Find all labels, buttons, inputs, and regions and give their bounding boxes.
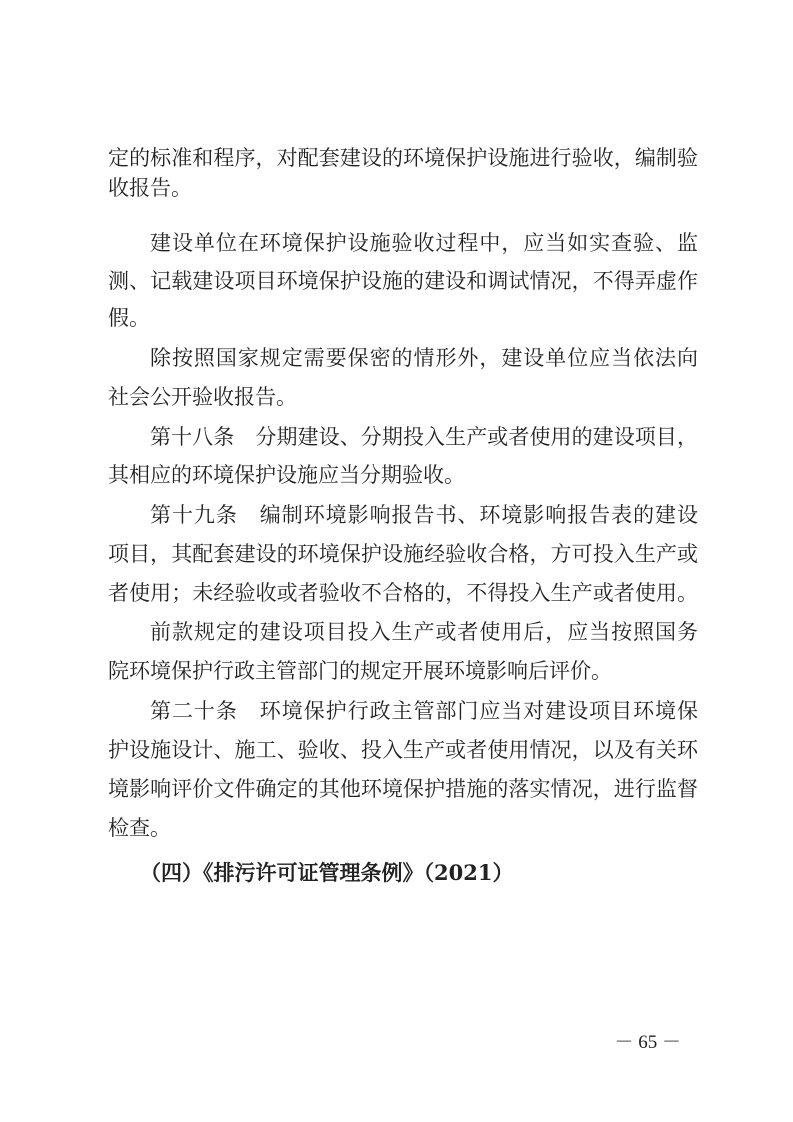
body-text-line: 建设单位在环境保护设施验收过程中，应当如实查验、监 (150, 231, 698, 255)
article-20-line: 第二十条 环境保护行政主管部门应当对建设项目环境保 (150, 699, 698, 723)
body-text-line: 境影响评价文件确定的其他环境保护措施的落实情况，进行监督 (108, 777, 698, 801)
body-text-line: 测、记载建设项目环境保护设施的建设和调试情况，不得弄虚作 (108, 269, 698, 293)
article-19-line: 第十九条 编制环境影响报告书、环境影响报告表的建设 (150, 503, 698, 527)
body-text-line: 定的标准和程序，对配套建设的环境保护设施进行验收，编制验 (108, 146, 698, 170)
article-18-line: 第十八条 分期建设、分期投入生产或者使用的建设项目， (150, 425, 698, 449)
body-text-line: 院环境保护行政主管部门的规定开展环境影响后评价。 (108, 659, 612, 683)
body-text-line: 假。 (108, 306, 150, 330)
body-text-line: 收报告。 (108, 176, 192, 200)
page-number: － 65 － (614, 1032, 681, 1053)
body-text-line: 其相应的环境保护设施应当分期验收。 (108, 463, 465, 487)
body-text-line: 项目，其配套建设的环境保护设施经验收合格，方可投入生产或 (108, 542, 698, 566)
body-text-line: 护设施设计、施工、验收、投入生产或者使用情况，以及有关环 (108, 738, 698, 762)
body-text-line: 前款规定的建设项目投入生产或者使用后，应当按照国务 (150, 620, 698, 644)
body-text-line: 者使用；未经验收或者验收不合格的，不得投入生产或者使用。 (108, 581, 698, 605)
body-text-line: 检查。 (108, 816, 171, 840)
body-text-line: 社会公开验收报告。 (108, 385, 297, 409)
body-text-line: 除按照国家规定需要保密的情形外，建设单位应当依法向 (150, 346, 698, 370)
section-heading: （四）《排污许可证管理条例》（2021） (140, 860, 514, 885)
